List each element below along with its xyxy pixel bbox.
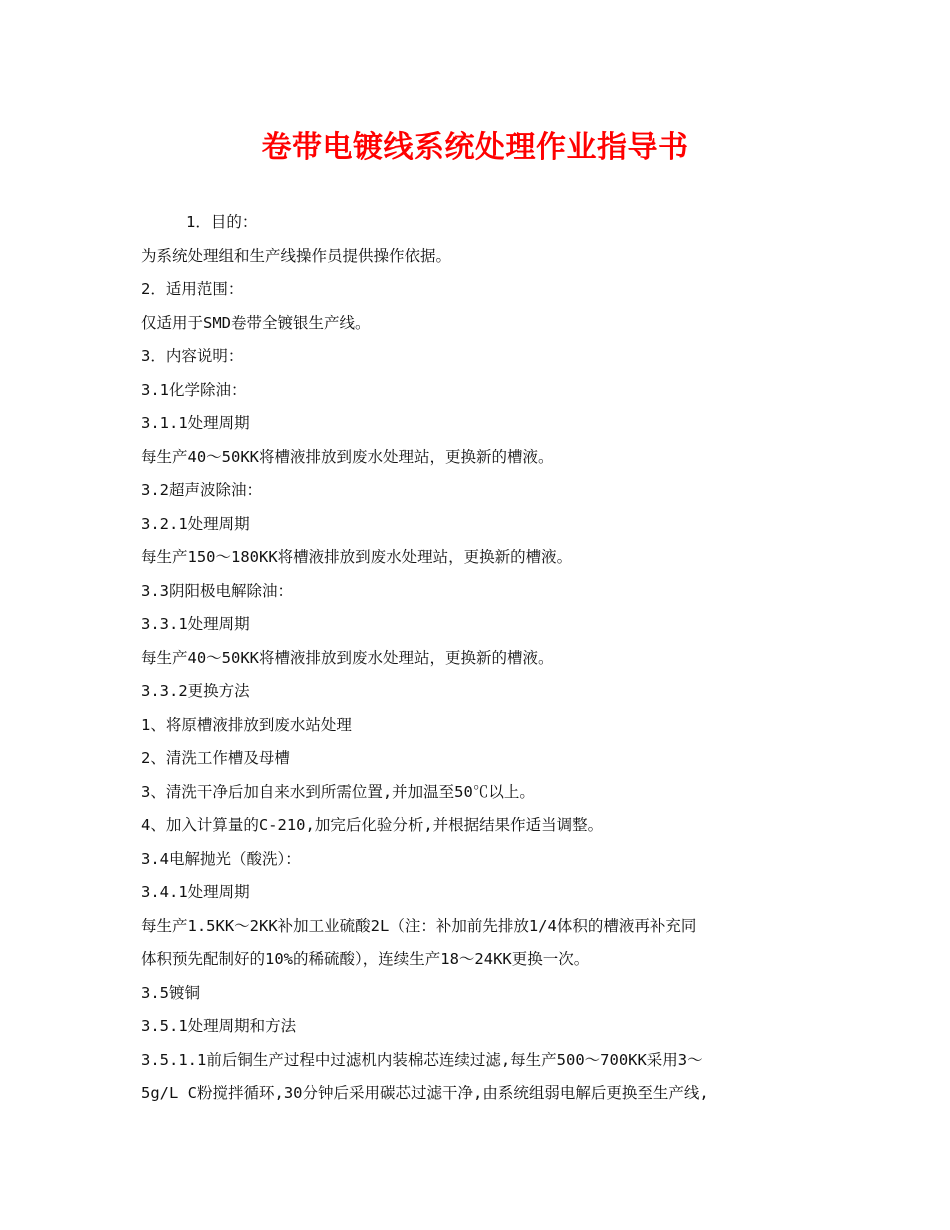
subsection-heading: 3.1.1处理周期 [141, 414, 250, 432]
list-item: 4、加入计算量的C-210,加完后化验分析,并根据结果作适当调整。 [141, 816, 604, 834]
list-item: 3、清洗干净后加自来水到所需位置,并加温至50℃以上。 [141, 782, 535, 801]
subsection-heading: 3.2超声波除油： [141, 481, 262, 499]
subsection-heading: 3.5.1处理周期和方法 [141, 1017, 297, 1035]
subsection-heading: 3.5镀铜 [141, 983, 200, 1002]
section-heading-content: 3．内容说明： [141, 347, 244, 365]
paragraph-line: 每生产150～180KK将槽液排放到废水处理站，更换新的槽液。 [141, 548, 573, 566]
subsection-heading: 3.3阴阳极电解除油： [141, 581, 293, 600]
section-heading-purpose: 1．目的： [186, 213, 258, 231]
paragraph-line: 每生产40～50KK将槽液排放到废水处理站，更换新的槽液。 [141, 447, 554, 466]
document-body [141, 206, 821, 1111]
subsection-heading: 3.3.2更换方法 [141, 682, 250, 700]
subsection-heading: 3.4.1处理周期 [141, 883, 250, 901]
paragraph-line: 5g/L C粉搅拌循环,30分钟后采用碳芯过滤干净,由系统组弱电解后更换至生产线, [141, 1084, 709, 1102]
paragraph-line: 每生产40～50KK将槽液排放到废水处理站，更换新的槽液。 [141, 648, 554, 667]
subsection-heading: 3.4电解抛光（酸洗）： [141, 849, 301, 868]
paragraph-line: 每生产1.5KK～2KK补加工业硫酸2L（注：补加前先排放1/4体积的槽液再补充同 [141, 916, 697, 935]
document-title: 卷带电镀线系统处理作业指导书 [261, 130, 689, 165]
list-item: 2、清洗工作槽及母槽 [141, 749, 290, 767]
subsection-heading: 3.2.1处理周期 [141, 514, 250, 533]
subsection-heading: 3.3.1处理周期 [141, 615, 250, 633]
paragraph-line: 3.5.1.1前后铜生产过程中过滤机内装棉芯连续过滤,每生产500～700KK采用3～ [141, 1050, 703, 1069]
list-item: 1、将原槽液排放到废水站处理 [141, 715, 352, 734]
paragraph-line: 体积预先配制好的10%的稀硫酸），连续生产18～24KK更换一次。 [141, 950, 590, 968]
paragraph-line: 为系统处理组和生产线操作员提供操作依据。 [141, 246, 452, 265]
paragraph-line: 仅适用于SMD卷带全镀银生产线。 [141, 313, 371, 332]
subsection-heading: 3.1化学除油： [141, 380, 247, 399]
section-heading-scope: 2．适用范围： [141, 280, 244, 298]
